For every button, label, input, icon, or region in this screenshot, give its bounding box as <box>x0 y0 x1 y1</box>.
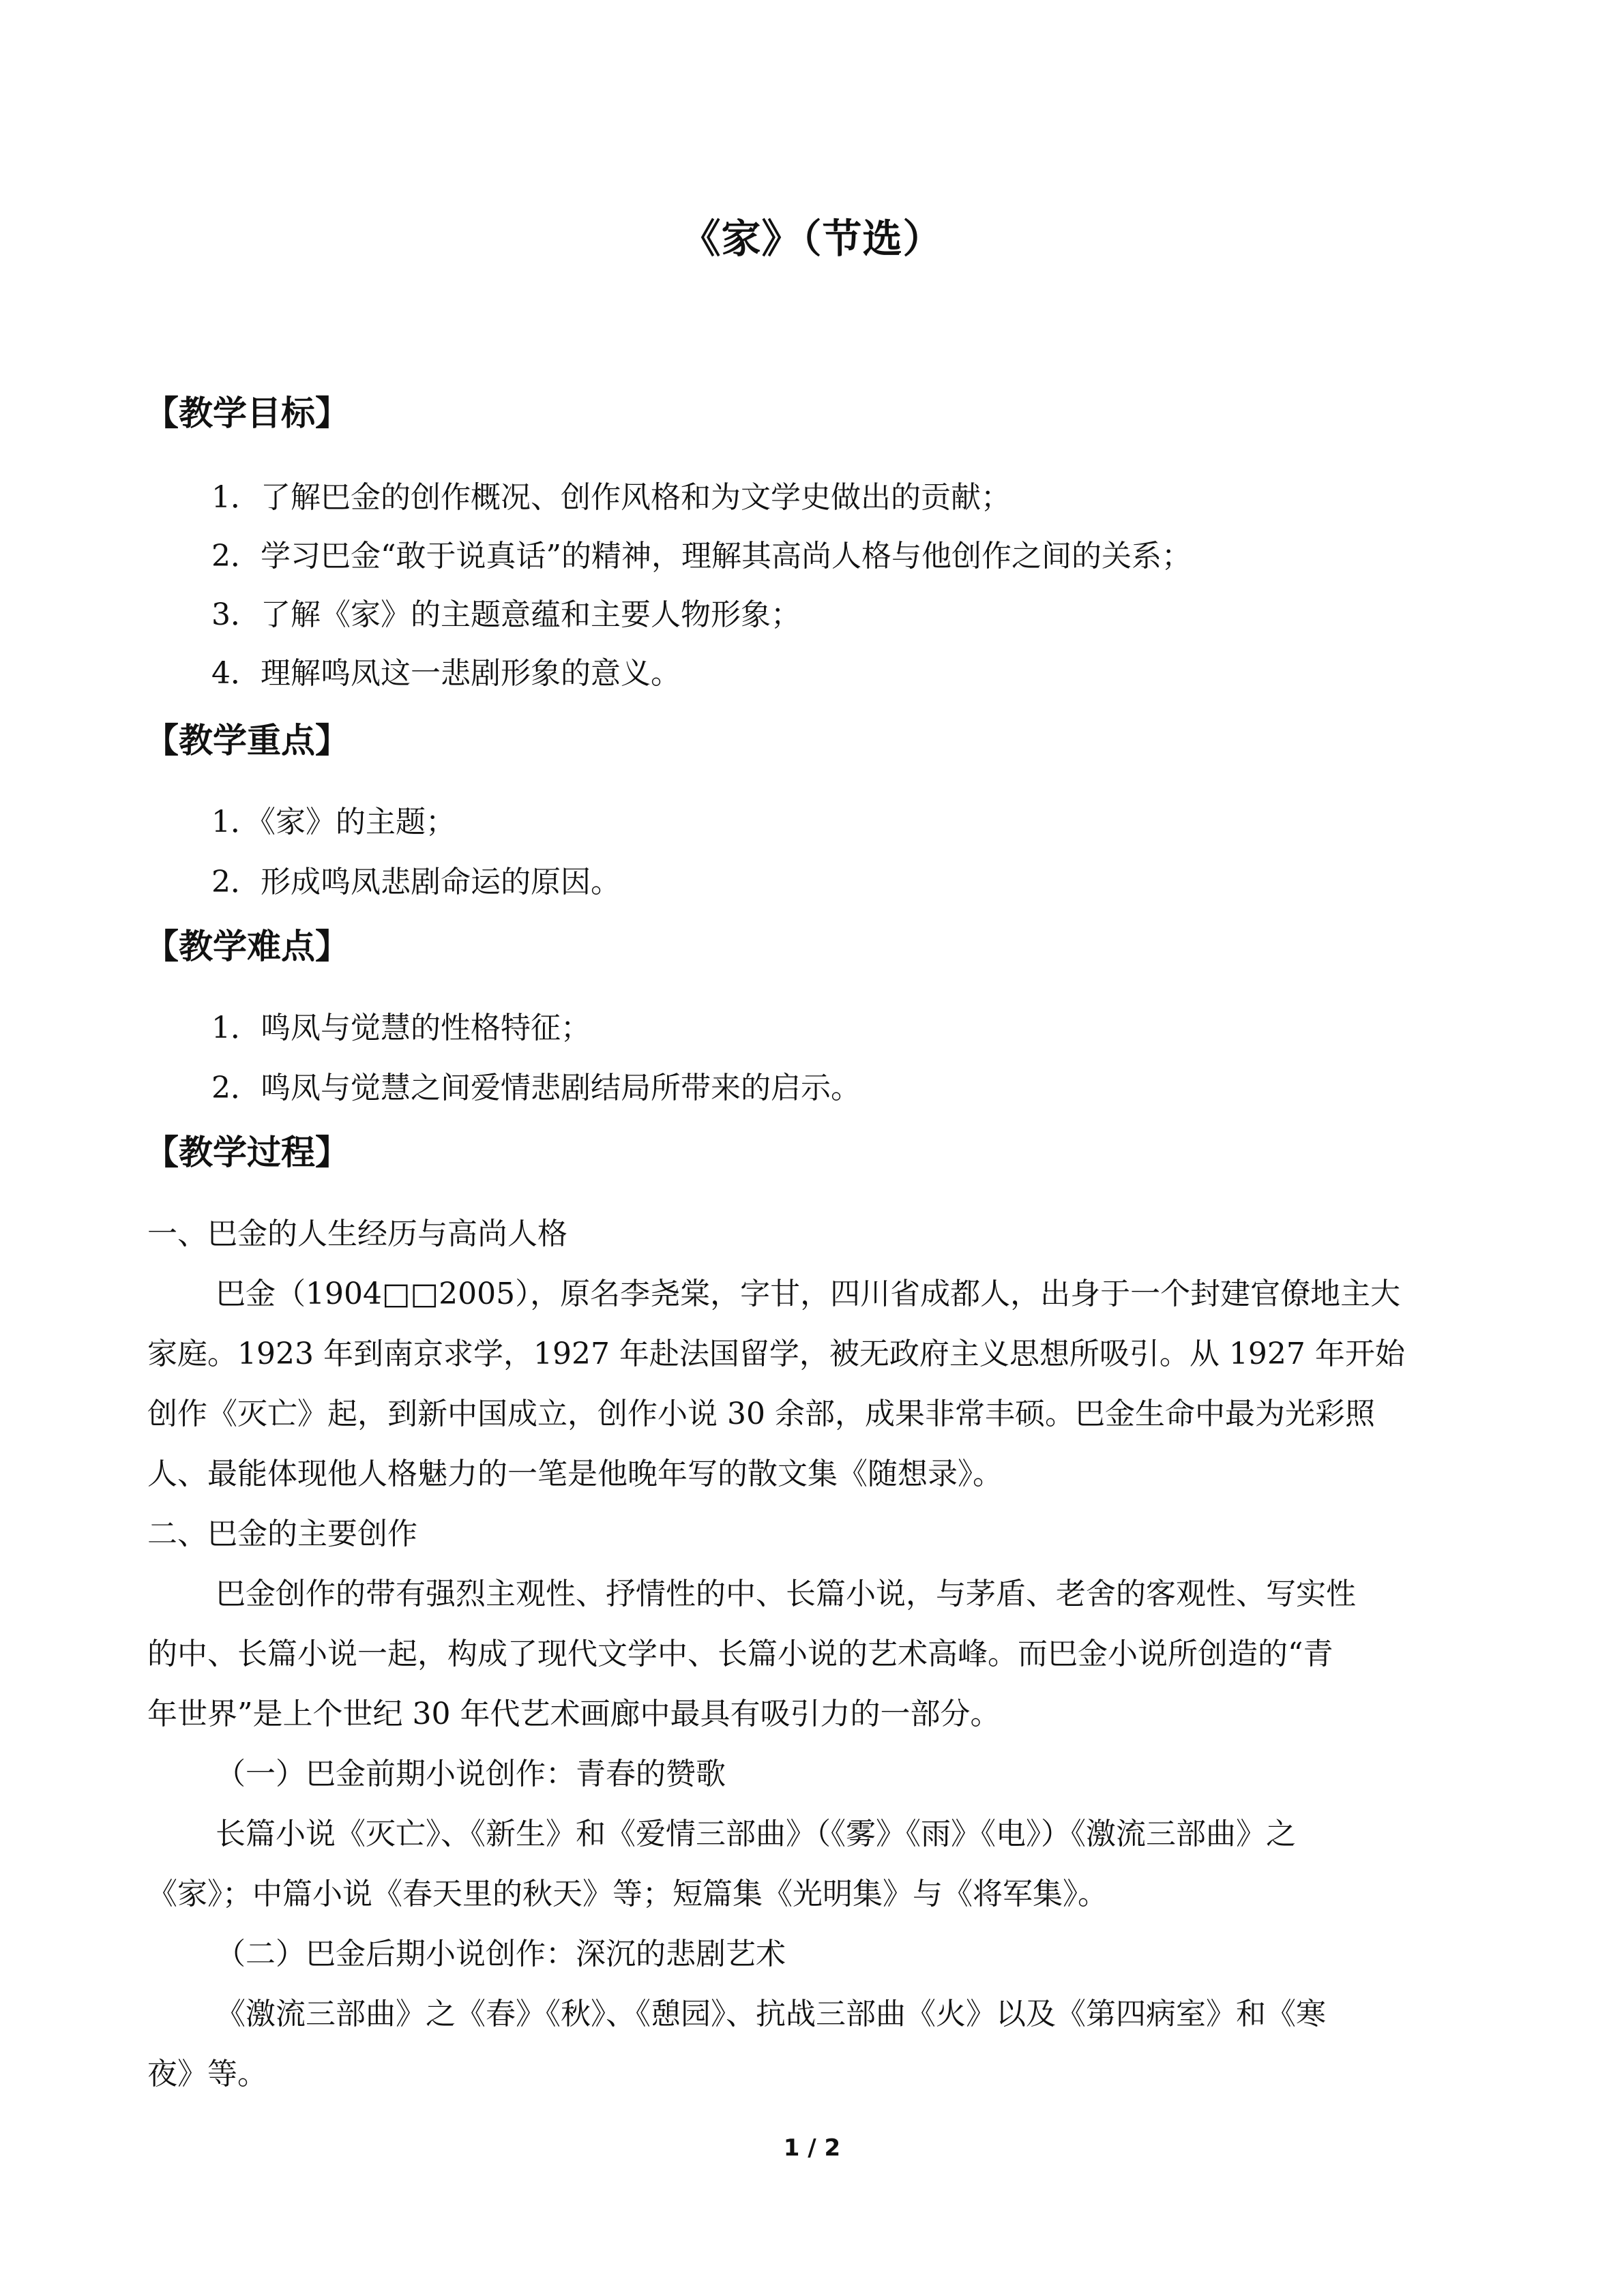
heading-key-points: 【教学重点】 <box>145 721 349 760</box>
paragraph-line: 巴金创作的带有强烈主观性、抒情性的中、长篇小说，与茅盾、老舍的客观性、写实性 <box>216 1577 1356 1611</box>
paragraph-line: 人、最能体现他人格魅力的一笔是他晚年写的散文集《随想录》。 <box>147 1457 1003 1491</box>
sub2-heading: （二）巴金后期小说创作：深沉的悲剧艺术 <box>216 1937 786 1971</box>
paragraph-line: 长篇小说《灭亡》、《新生》和《爱情三部曲》（《雾》《雨》《电》）《激流三部曲》之 <box>216 1817 1296 1851</box>
difficulty-item: 2．鸣凤与觉慧之间爱情悲剧结局所带来的启示。 <box>211 1071 861 1105</box>
part1-heading: 一、巴金的人生经历与高尚人格 <box>147 1217 567 1251</box>
objective-item: 2．学习巴金“敢于说真话”的精神，理解其高尚人格与他创作之间的关系； <box>211 539 1192 573</box>
objective-item: 3．了解《家》的主题意蕴和主要人物形象； <box>211 597 801 632</box>
heading-difficulties: 【教学难点】 <box>145 927 349 966</box>
part2-heading: 二、巴金的主要创作 <box>147 1517 417 1551</box>
paragraph-line: 年世界”是上个世纪 30 年代艺术画廊中最具有吸引力的一部分。 <box>147 1697 1001 1731</box>
paragraph-line: 的中、长篇小说一起，构成了现代文学中、长篇小说的艺术高峰。而巴金小说所创造的“青 <box>147 1637 1333 1671</box>
heading-objectives: 【教学目标】 <box>145 393 349 433</box>
difficulty-item: 1．鸣凤与觉慧的性格特征； <box>211 1011 591 1045</box>
paragraph-line: 创作《灭亡》起，到新中国成立，创作小说 30 余部，成果非常丰硕。巴金生命中最为光彩照 <box>147 1397 1375 1431</box>
key-point-item: 1．《家》的主题； <box>211 805 456 839</box>
key-point-item: 2．形成鸣凤悲剧命运的原因。 <box>211 865 621 899</box>
objective-item: 4．理解鸣凤这一悲剧形象的意义。 <box>211 656 681 691</box>
sub1-heading: （一）巴金前期小说创作：青春的赞歌 <box>216 1757 726 1791</box>
heading-process: 【教学过程】 <box>145 1133 349 1172</box>
objective-item: 1．了解巴金的创作概况、创作风格和为文学史做出的贡献； <box>211 480 1011 515</box>
paragraph-line: 家庭。1923 年到南京求学，1927 年赴法国留学，被无政府主义思想所吸引。从 1927 年开始 <box>147 1337 1405 1371</box>
page-number: 1 / 2 <box>783 2134 841 2162</box>
paragraph-line: 巴金（1904□□2005），原名李尧棠，字甘，四川省成都人，出身于一个封建官僚地主大 <box>216 1277 1401 1311</box>
paragraph-line: 《激流三部曲》之《春》《秋》、《憩园》、抗战三部曲《火》以及《第四病室》和《寒 <box>216 1997 1326 2031</box>
paragraph-line: 《家》；中篇小说《春天里的秋天》等；短篇集《光明集》与《将军集》。 <box>147 1877 1108 1911</box>
paragraph-line: 夜》等。 <box>147 2057 267 2091</box>
document-title: 《家》（节选） <box>681 215 943 262</box>
